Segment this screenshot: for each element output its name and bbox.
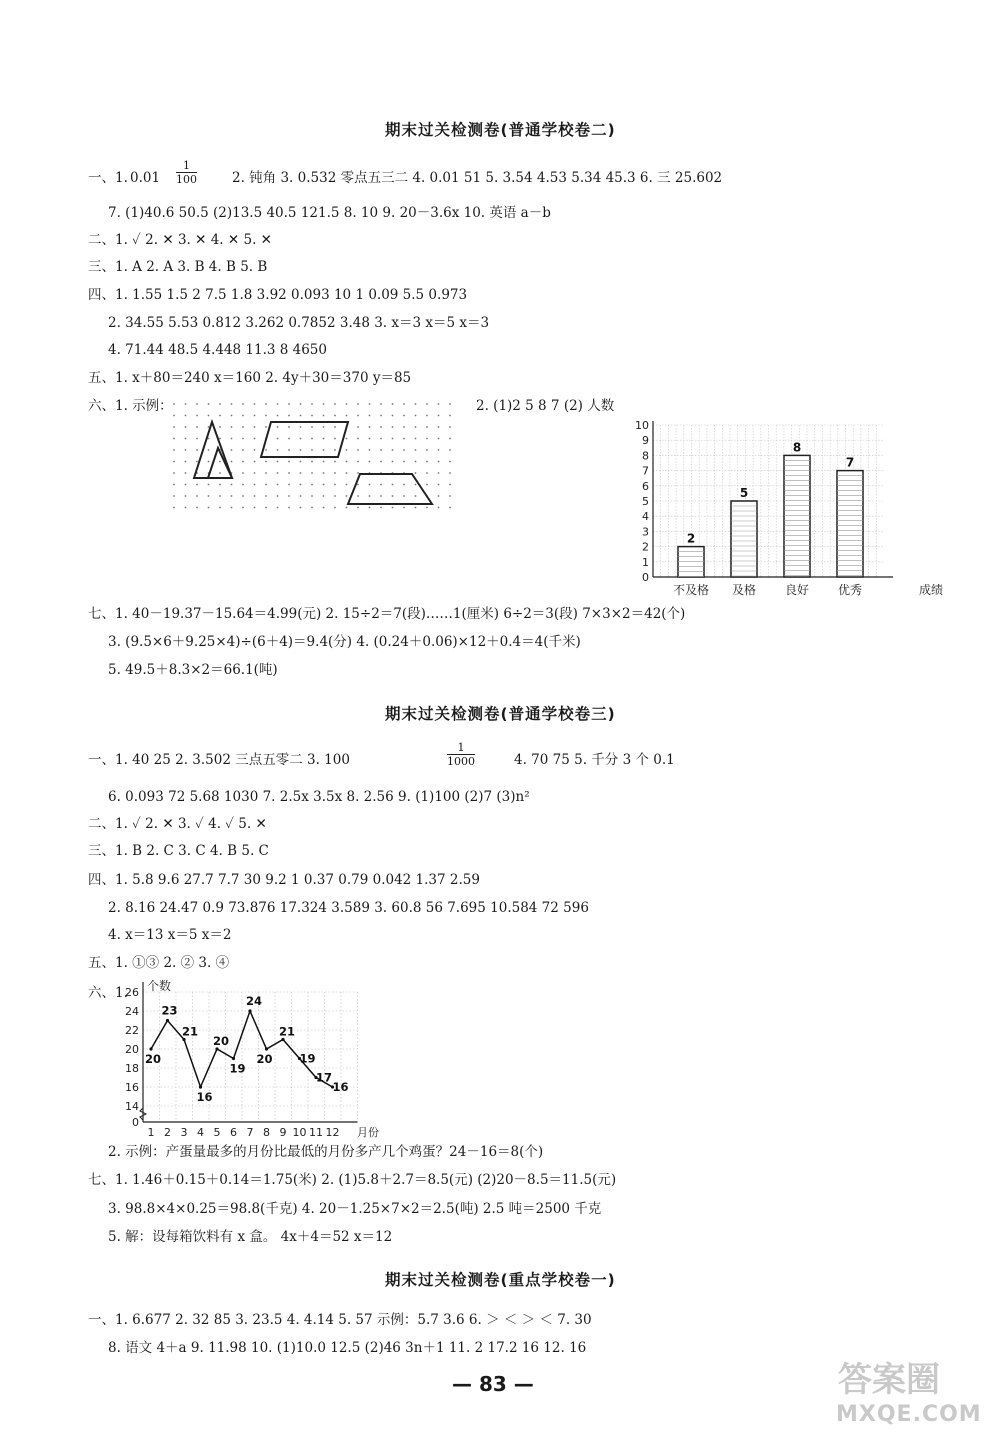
s1-line-9-label: 六、1. 示例：	[88, 398, 173, 414]
fraction-denominator: 100	[176, 173, 197, 186]
line-chart-y-tick: 14	[125, 1100, 139, 1113]
line-chart-y-tick: 24	[125, 1005, 139, 1018]
line-point	[232, 1057, 235, 1060]
s1-line-5: 四、1. 1.55 1.5 2 7.5 1.8 3.92 0.093 10 1 0.09 5.5 0.973	[88, 287, 468, 303]
line-point	[166, 1019, 169, 1022]
bar-category-label: 优秀	[837, 583, 863, 597]
section-title-3: 期末过关检测卷(重点学校卷一)	[385, 1271, 616, 1289]
line-chart-y-tick: 20	[125, 1043, 139, 1056]
bar-category-label: 不及格	[672, 583, 710, 597]
line-chart-x-tick: 5	[213, 1126, 221, 1139]
s2-line-4: 三、1. B 2. C 3. C 4. B 5. C	[88, 843, 269, 859]
line-chart-y-tick: 16	[125, 1081, 139, 1094]
bar-category-label: 及格	[731, 583, 757, 597]
s1-line-12: 5. 49.5＋8.3×2＝66.1(吨)	[108, 662, 278, 678]
line-chart-y-tick: 22	[125, 1024, 139, 1037]
s2-line-1-b: 4. 70 75 5. 千分 3 个 0.1	[514, 752, 675, 768]
fraction-1-1000	[447, 741, 475, 768]
bar-value-label: 7	[845, 455, 855, 470]
bar-chart-y-tick: 8	[642, 449, 649, 463]
s1-line-3: 二、1. ✓ 2. ✕ 3. ✕ 4. ✕ 5. ✕	[88, 232, 272, 248]
s1-line-8: 五、1. x＋80＝240 x＝160 2. 4y＋30＝370 y＝85	[88, 370, 412, 386]
page-number: — 83 —	[452, 1372, 534, 1396]
s2-line-7: 4. x＝13 x＝5 x＝2	[108, 927, 232, 943]
s1-line-1-b: 2. 钝角 3. 0.532 零点五三二 4. 0.01 51 5. 3.54 4.53 5.34 45.3 6. 三 25.602	[232, 170, 723, 186]
line-value-label: 16	[196, 1090, 213, 1104]
line-chart-x-tick: 4	[197, 1126, 204, 1139]
s1-line-7: 4. 71.44 48.5 4.448 11.3 8 4650	[108, 342, 327, 358]
line-value-label: 19	[299, 1051, 316, 1066]
bar-value-label: 5	[739, 486, 749, 500]
line-chart	[112, 978, 402, 1138]
bar-chart-y-tick: 10	[635, 419, 649, 432]
s1-line-2: 7. (1)40.6 50.5 (2)13.5 40.5 121.5 8. 10 9. 20－3.6x 10. 英语 a－b	[108, 205, 551, 221]
line-chart-x-tick: 1	[147, 1126, 155, 1139]
s2-line-1-a: 一、1. 40 25 2. 3.502 三点五零二 3. 100	[88, 752, 350, 768]
line-chart-x-tick: 3	[180, 1126, 188, 1139]
bar-4	[837, 471, 863, 577]
s1-line-6: 2. 34.55 5.53 0.812 3.262 0.7852 3.48 3. x＝3 x＝5 x＝3	[108, 315, 490, 331]
line-chart-y-label: 个数	[147, 979, 172, 993]
line-point	[199, 1085, 202, 1088]
s2-line-6: 2. 8.16 24.47 0.9 73.876 17.324 3.589 3. 60.8 56 7.695 10.584 72 596	[108, 900, 589, 916]
line-chart-x-tick: 10	[292, 1126, 307, 1139]
line-value-label: 20	[256, 1052, 273, 1066]
bar-2	[731, 501, 757, 577]
line-chart-x-tick: 7	[246, 1126, 254, 1139]
line-value-label: 21	[182, 1024, 199, 1039]
line-point	[265, 1047, 268, 1050]
fraction-numerator: 1	[447, 741, 475, 755]
line-chart-x-tick: 6	[230, 1126, 237, 1139]
line-chart-y-tick: 18	[125, 1062, 139, 1075]
watermark-logo: 答案圈	[838, 1360, 940, 1400]
bar-chart-y-tick: 5	[642, 495, 649, 508]
triangle-outline	[194, 422, 232, 478]
fraction-denominator: 1000	[447, 755, 475, 768]
bar-3	[784, 455, 810, 577]
bar-chart	[625, 410, 944, 600]
line-chart-x-tick: 8	[263, 1126, 270, 1139]
bar-category-label: 良好	[784, 583, 810, 597]
bar-chart-y-tick: 6	[642, 479, 649, 493]
s1-line-11: 3. (9.5×6＋9.25×4)÷(6＋4)＝9.4(分) 4. (0.24＋0.06)×12＋0.4＝4(千米)	[108, 634, 581, 650]
line-chart-x-label: 月份	[357, 1126, 379, 1139]
line-value-label: 16	[332, 1080, 349, 1094]
s1-line-10: 七、1. 40－19.37－15.64＝4.99(元) 2. 15÷2＝7(段)……1(厘米) 6÷2＝3(段) 7×3×2＝42(个)	[88, 606, 686, 622]
s2-line-8: 五、1. ①③ 2. ② 3. ④	[88, 955, 230, 971]
line-chart-x-tick: 12	[325, 1126, 340, 1139]
s2-line-11: 七、1. 1.46＋0.15＋0.14＝1.75(米) 2. (1)5.8＋2.7＝8.5(元) (2)20－8.5＝11.5(元)	[88, 1172, 617, 1188]
line-chart-y-tick: 0	[132, 1116, 139, 1129]
fraction-numerator: 1	[176, 159, 197, 173]
s2-line-12: 3. 98.8×4×0.25＝98.8(千克) 4. 20－1.25×7×2＝2.5(吨) 2.5 吨＝2500 千克	[108, 1201, 602, 1217]
s1-line-1-a: 0.01	[130, 170, 161, 186]
s1-line-4: 三、1. A 2. A 3. B 4. B 5. B	[88, 259, 268, 275]
section-title-2: 期末过关检测卷(普通学校卷三)	[385, 705, 616, 723]
s1-line-1-label: 一、1.	[88, 170, 128, 186]
line-value-label: 20	[213, 1034, 230, 1048]
s2-line-13: 5. 解：设每箱饮料有 x 盒。 4x＋4＝52 x＝12	[108, 1229, 393, 1245]
line-point	[149, 1047, 152, 1050]
bar-chart-y-tick: 7	[642, 464, 649, 478]
trapezoid-shape	[348, 474, 432, 504]
line-value-label: 17	[316, 1070, 333, 1085]
bar-value-label: 2	[686, 531, 696, 546]
line-value-label: 20	[145, 1052, 162, 1066]
line-chart-x-tick: 2	[164, 1126, 171, 1139]
s2-line-3: 二、1. ✓ 2. ✕ 3. ✓ 4. ✓ 5. ✕	[88, 816, 267, 832]
section-title-1: 期末过关检测卷(普通学校卷二)	[385, 121, 616, 139]
bar-value-label: 8	[792, 440, 802, 455]
bar-chart-y-tick: 9	[642, 434, 649, 448]
bar-chart-y-tick: 0	[642, 571, 649, 584]
bar-chart-y-tick: 2	[642, 540, 649, 554]
bar-chart-y-tick: 4	[642, 510, 649, 524]
line-value-label: 21	[279, 1024, 296, 1039]
line-chart-y-tick: 26	[125, 986, 139, 999]
line-value-label: 24	[246, 994, 263, 1008]
s2-line-9-label: 六、1.	[88, 985, 128, 1001]
line-point	[248, 1009, 251, 1012]
line-chart-x-tick: 9	[279, 1126, 287, 1139]
s2-line-2: 6. 0.093 72 5.68 1030 7. 2.5x 3.5x 8. 2.56 9. (1)100 (2)7 (3)n²	[108, 789, 530, 805]
s3-line-2: 8. 语文 4＋a 9. 11.98 10. (1)10.0 12.5 (2)46 3n＋1 11. 2 17.2 16 12. 16	[108, 1340, 587, 1356]
watermark-url: MXQE.COM	[836, 1402, 982, 1427]
line-value-label: 23	[161, 1003, 178, 1018]
fraction-1-100	[176, 159, 197, 186]
geometry-grid-figure	[170, 400, 455, 522]
bar-chart-y-tick: 1	[642, 555, 649, 569]
s2-line-5: 四、1. 5.8 9.6 27.7 7.7 30 9.2 1 0.37 0.79 0.042 1.37 2.59	[88, 872, 480, 888]
s2-line-10: 2. 示例：产蛋量最多的月份比最低的月份多产几个鸡蛋？24－16＝8(个)	[108, 1144, 544, 1160]
line-chart-x-tick: 11	[309, 1126, 323, 1139]
bar-chart-x-label: 成绩	[918, 583, 944, 597]
bar-chart-y-tick: 3	[642, 525, 649, 539]
s1-line-9-b: 2. (1)2 5 8 7 (2) 人数	[476, 398, 615, 414]
line-value-label: 19	[229, 1061, 246, 1076]
s3-line-1: 一、1. 6.677 2. 32 85 3. 23.5 4. 4.14 5. 57 示例：5.7 3.6 6. ＞ ＜ ＞ ＜ 7. 30	[88, 1312, 592, 1328]
